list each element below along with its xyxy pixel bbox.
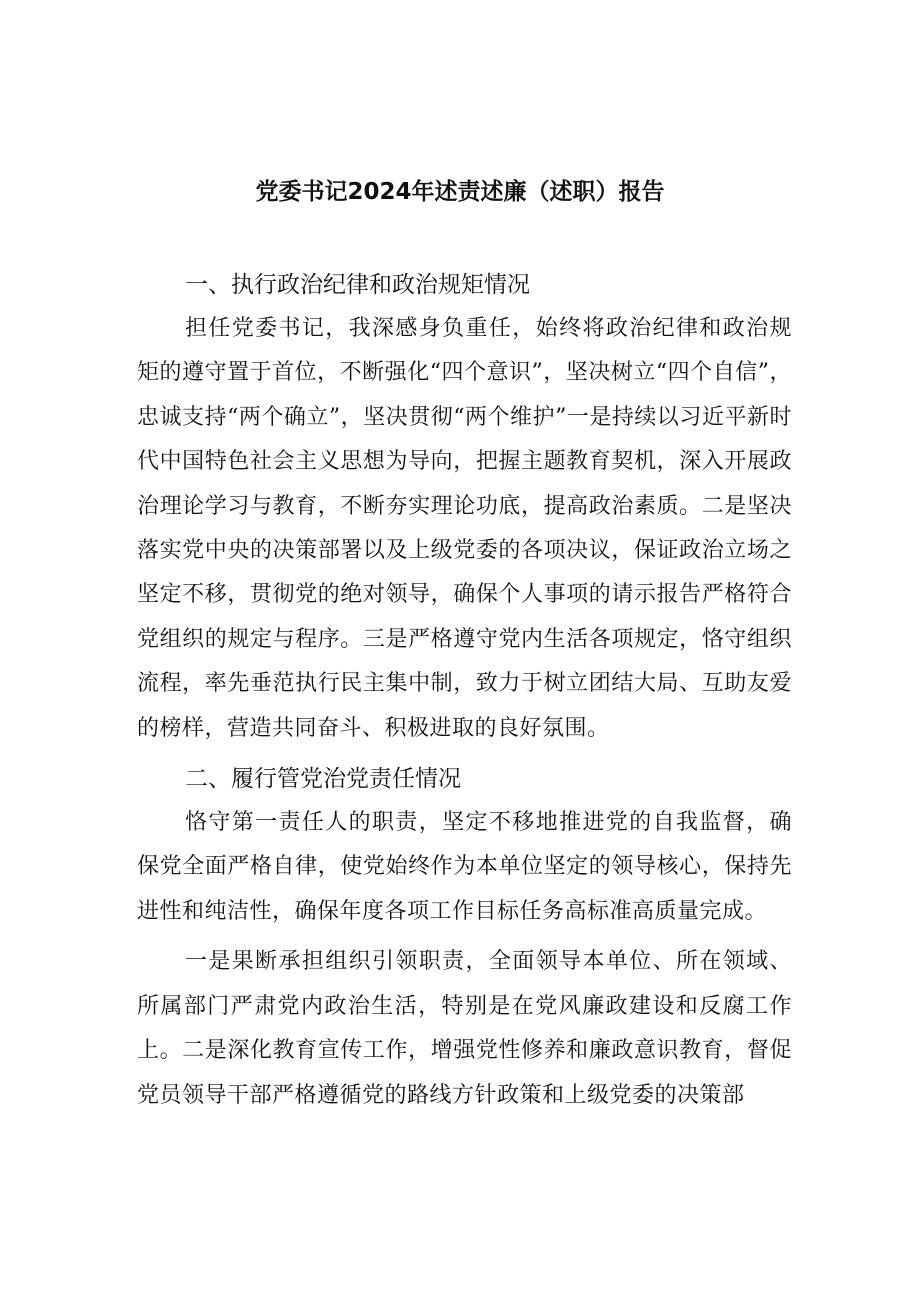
section-2 (137, 757, 792, 1118)
section-paragraph: 恪守第一责任人的职责，坚定不移地推进党的自我监督，确保党全面严格自律，使党始终作为本单位坚定的领导核心，保持先进性和纯洁性，确保年度各项工作目标任务高标准高质量完成。 (137, 810, 792, 924)
document-body (137, 263, 792, 1118)
section-paragraph: 担任党委书记，我深感身负重任，始终将政治纪律和政治规矩的遵守置于首位，不断强化“四个意识”，坚决树立“四个自信”，忠诚支持“两个确立”，坚决贯彻“两个维护”一是持续以习近平新时代中国特色社会主义思想为导向，把握主题教育契机，深入开展政治理论学习与教育，不断夯实理论功底，提高政治素质。二是坚决落实党中央的决策部署以及上级党委的各项决议，保证政治立场之坚定不移，贯彻党的绝对领导，确保个人事项的请示报告严格符合党组织的规定与程序。三是严格遵守党内生活各项规定，恪守组织流程，率先垂范执行民主集中制，致力于树立团结大局、互助友爱的榜样，营造共同奋斗、积极进取的良好氛围。 (137, 316, 792, 741)
document-title: 党委书记2024年述责述廉（述职）报告 (255, 179, 665, 205)
section-heading: 二、履行管党治党责任情况 (185, 766, 461, 793)
section-heading: 一、执行政治纪律和政治规矩情况 (185, 272, 530, 298)
section-paragraph: 一是果断承担组织引领职责，全面领导本单位、所在领域、所属部门严肃党内政治生活，特别是在党风廉政建设和反腐工作上。二是深化教育宣传工作，增强党性修养和廉政意识教育，督促党员领导干部严格遵循党的路线方针政策和上级党委的决策部 (137, 949, 792, 1108)
section-1 (137, 263, 792, 751)
